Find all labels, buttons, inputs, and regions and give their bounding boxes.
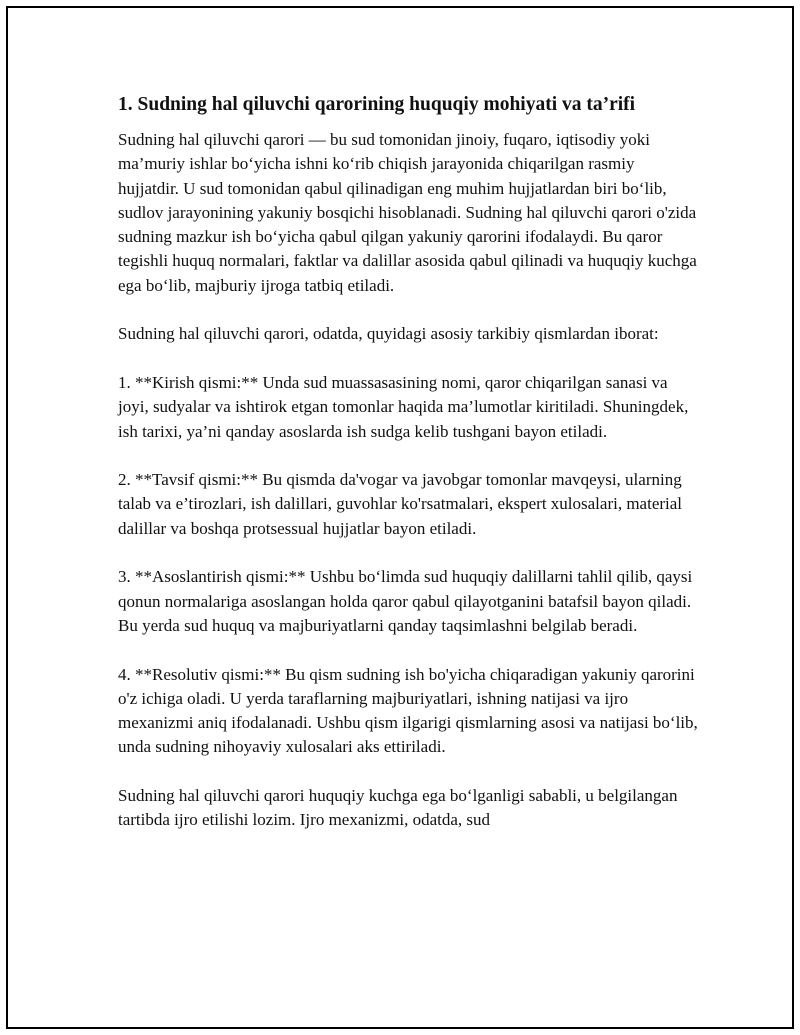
paragraph-structure-intro: Sudning hal qiluvchi qarori, odatda, quyidagi asosiy tarkibiy qismlardan iborat: <box>118 324 659 344</box>
paragraph-resolutive-part: 4. **Resolutiv qismi:** Bu qism sudning ish bo'yicha chiqaradigan yakuniy qarorini o'z ichiga oladi. U yerda taraflarning majburiyatlari, ishning natijasi va ijro mexanizmi aniq ifodalanadi. Ushbu qism ilgarigi qismlarning asosi va natijasi bo‘lib, unda sudning nihoyaviy xulosalari aks ettiriladi. <box>118 664 698 757</box>
paragraph-intro-part: 1. **Kirish qismi:** Unda sud muassasasining nomi, qaror chiqarilgan sanasi va joyi, sudyalar va ishtirok etgan tomonlar haqida ma’lumotlar kiritiladi. Shuningdek, ish tarixi, ya’ni qanday asoslarda ish sudga kelib tushgani bayon etiladi. <box>118 372 689 441</box>
section-heading: 1. Sudning hal qiluvchi qarorining huquqiy mohiyati va ta’rifi <box>118 94 636 115</box>
paragraph-description-part: 2. **Tavsif qismi:** Bu qismda da'vogar va javobgar tomonlar mavqeysi, ularning talab va e’tirozlari, ish dalillari, guvohlar ko'rsatmalari, ekspert xulosalari, material dalillar va boshqa protsessual hujjatlar bayon etiladi. <box>118 470 683 538</box>
document-body <box>118 91 698 857</box>
paragraph-definition: Sudning hal qiluvchi qarori — bu sud tomonidan jinoiy, fuqaro, iqtisodiy yoki ma’muriy ishlar bo‘yicha ishni ko‘rib chiqish jarayonida chiqarilgan rasmiy hujjatdir. U sud tomonidan qabul qilinadigan eng muhim hujjatlardan biri bo‘lib, sudlov jarayonining yakuniy bosqichi hisoblanadi. Sudning hal qiluvchi qarori o'zida sudning mazkur ish bo‘yicha qabul qilgan yakuniy qarorini ifodalaydi. Bu qaror tegishli huquq normalari, faktlar va dalillar asosida qabul qilinadi va huquqiy kuchga ega bo‘lib, majburiy ijroga tatbiq etiladi. <box>118 130 697 295</box>
paragraph-reasoning-part: 3. **Asoslantirish qismi:** Ushbu bo‘limda sud huquqiy dalillarni tahlil qilib, qaysi qonun normalariga asoslangan holda qaror qabul qilayotganini batafsil bayon qiladi. Bu yerda sud huquq va majburiyatlarni qanday taqsimlashni belgilab beradi. <box>118 567 693 635</box>
paragraph-enforcement: Sudning hal qiluvchi qarori huquqiy kuchga ega bo‘lganligi sababli, u belgilangan tartibda ijro etilishi lozim. Ijro mexanizmi, odatda, sud <box>118 786 678 830</box>
